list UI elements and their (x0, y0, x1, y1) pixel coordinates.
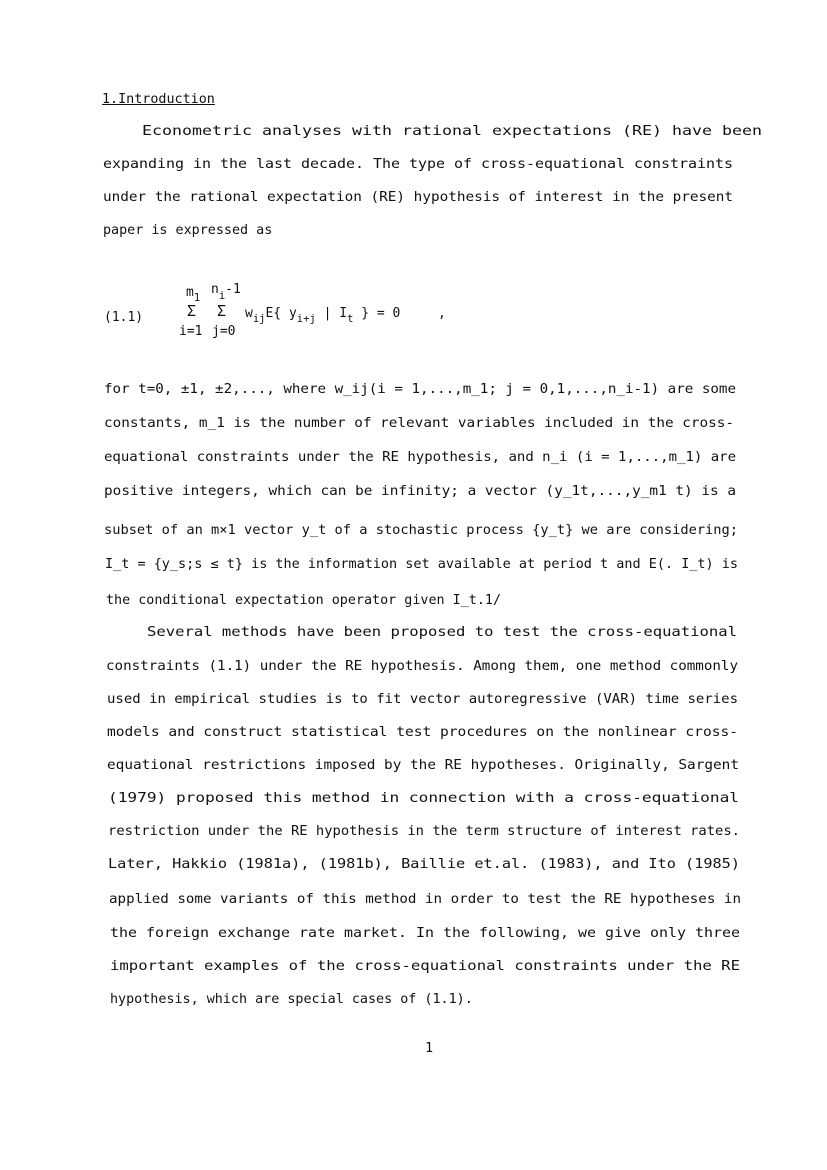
paragraph-3-line-10: the foreign exchange rate market. In the following, we give only three (110, 926, 740, 941)
equation-body (245, 306, 401, 325)
paragraph-2-line-7: the conditional expectation operator given I_t.1/ (106, 593, 502, 608)
inner-upper-tail: -1 (225, 282, 241, 297)
body-y-subscript: i+j (296, 313, 316, 325)
paragraph-3-line-1: Several methods have been proposed to test the cross-equational (147, 625, 737, 640)
page-number: 1 (425, 1040, 434, 1056)
paragraph-2-line-1: for t=0, ±1, ±2,..., where w_ij(i = 1,...,m_1; j = 0,1,...,n_i-1) are some (104, 382, 736, 397)
outer-sum-upper-limit (186, 285, 201, 304)
inner-sigma-icon: Σ (217, 302, 227, 320)
paragraph-2-line-2: constants, m_1 is the number of relevant variables included in the cross- (104, 416, 734, 431)
equation-label: (1.1) (104, 310, 144, 325)
paragraph-2-line-3: equational constraints under the RE hypothesis, and n_i (i = 1,...,m_1) are (104, 450, 736, 465)
paragraph-1-line-4: paper is expressed as (103, 223, 273, 238)
paragraph-3-line-5: equational restrictions imposed by the RE hypotheses. Originally, Sargent (107, 758, 739, 773)
body-expectation: E{ y (265, 306, 297, 321)
paragraph-2-line-4: positive integers, which can be infinity; a vector (y_1t,...,y_m1 t) is a (104, 484, 736, 499)
body-w-subscript: ij (252, 313, 266, 325)
body-condition: | I (323, 306, 348, 321)
inner-upper-subscript: i (218, 290, 226, 302)
inner-sum-upper-limit (211, 282, 241, 302)
paragraph-1-line-3: under the rational expectation (RE) hypothesis of interest in the present (103, 190, 733, 205)
inner-upper-symbol: n (211, 282, 219, 297)
equation-trailing-comma: , (438, 306, 446, 321)
inner-sum-lower-limit: j=0 (212, 324, 236, 339)
paragraph-3-line-6: (1979) proposed this method in connection with a cross-equational (108, 791, 739, 806)
paragraph-1-line-2: expanding in the last decade. The type of cross-equational constraints (103, 157, 733, 172)
paragraph-2-line-6: I_t = {y_s;s ≤ t} is the information set available at period t and E(. I_t) is (105, 557, 738, 572)
paragraph-3-line-9: applied some variants of this method in order to test the RE hypotheses in (109, 892, 741, 907)
body-rhs: } = 0 (361, 306, 401, 321)
outer-upper-symbol: m (186, 285, 194, 300)
body-w: w (245, 306, 253, 321)
outer-sum-lower-limit: i=1 (179, 324, 203, 339)
paragraph-1-line-1: Econometric analyses with rational expectations (RE) have been (142, 124, 762, 139)
paragraph-3-line-8: Later, Hakkio (1981a), (1981b), Baillie et.al. (1983), and Ito (1985) (108, 857, 740, 872)
body-i-subscript: t (347, 313, 354, 325)
paragraph-3-line-12: hypothesis, which are special cases of (1.1). (110, 992, 473, 1007)
paragraph-3-line-2: constraints (1.1) under the RE hypothesis. Among them, one method commonly (106, 659, 738, 674)
paragraph-3-line-7: restriction under the RE hypothesis in the term structure of interest rates. (108, 824, 740, 839)
paragraph-3-line-3: used in empirical studies is to fit vector autoregressive (VAR) time series (107, 692, 738, 707)
paragraph-2-line-5: subset of an m×1 vector y_t of a stochastic process {y_t} we are considering; (104, 523, 738, 538)
paragraph-3-line-4: models and construct statistical test procedures on the nonlinear cross- (107, 725, 738, 740)
outer-upper-subscript: 1 (193, 292, 201, 304)
section-heading: 1.Introduction (102, 92, 215, 107)
outer-sigma-icon: Σ (187, 302, 197, 320)
paragraph-3-line-11: important examples of the cross-equational constraints under the RE (110, 959, 740, 974)
